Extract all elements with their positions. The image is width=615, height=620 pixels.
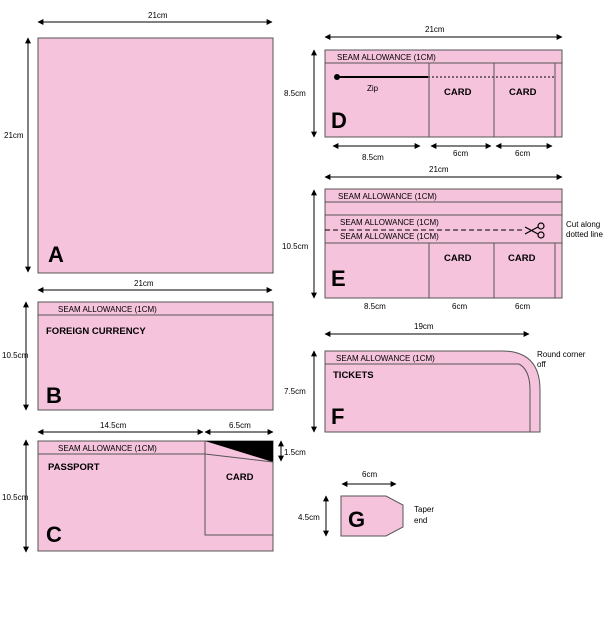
e-card-label-2: CARD [508, 253, 536, 264]
piece-c-letter: C [46, 522, 62, 547]
g-width-label: 6cm [362, 470, 378, 479]
c-height-label: 10.5cm [2, 493, 29, 502]
piece-f-letter: F [331, 404, 345, 429]
e-seam-label-1: SEAM ALLOWANCE (1CM) [338, 192, 437, 201]
piece-d [284, 25, 562, 162]
b-width-label: 21cm [134, 279, 154, 288]
c-right-width-label: 6.5cm [229, 421, 251, 430]
d-seg3-label: 6cm [515, 149, 531, 158]
e-seg3-label: 6cm [515, 302, 531, 311]
d-seam-label: SEAM ALLOWANCE (1CM) [337, 53, 436, 62]
f-height-label: 7.5cm [284, 387, 306, 396]
e-width-label: 21cm [429, 165, 449, 174]
c-seam-label: SEAM ALLOWANCE (1CM) [58, 444, 157, 453]
d-card-label-2: CARD [509, 87, 537, 98]
piece-b [2, 279, 273, 410]
zip-pull-icon [334, 74, 340, 80]
d-card-label-1: CARD [444, 87, 472, 98]
c-left-width-label: 14.5cm [100, 421, 127, 430]
piece-g [298, 470, 434, 536]
d-seg1-label: 8.5cm [362, 153, 384, 162]
piece-a-letter: A [48, 242, 64, 267]
g-height-label: 4.5cm [298, 513, 320, 522]
a-width-label: 21cm [148, 11, 168, 20]
piece-f [284, 322, 586, 432]
e-cut-note-line1: Cut along [566, 220, 601, 229]
c-card-label: CARD [226, 472, 254, 483]
b-foreign-currency-label: FOREIGN CURRENCY [46, 326, 146, 337]
f-seam-label: SEAM ALLOWANCE (1CM) [336, 354, 435, 363]
e-seg2-label: 6cm [452, 302, 468, 311]
piece-d-letter: D [331, 108, 347, 133]
e-cut-note-line2: dotted line [566, 230, 603, 239]
piece-a-panel [38, 38, 273, 273]
d-zip-label: Zip [367, 84, 379, 93]
piece-b-letter: B [46, 383, 62, 408]
piece-f-panel [325, 351, 540, 432]
d-height-label: 8.5cm [284, 89, 306, 98]
b-height-label: 10.5cm [2, 351, 29, 360]
f-width-label: 19cm [414, 322, 434, 331]
e-card-label-1: CARD [444, 253, 472, 264]
g-taper-note-line1: Taper [414, 505, 435, 514]
e-height-label: 10.5cm [282, 242, 309, 251]
g-taper-note-line2: end [414, 516, 428, 525]
a-height-label: 21cm [4, 131, 24, 140]
f-tickets-label: TICKETS [333, 370, 374, 381]
d-width-label: 21cm [425, 25, 445, 34]
piece-c [2, 421, 306, 552]
d-seg2-label: 6cm [453, 149, 469, 158]
e-seg1-label: 8.5cm [364, 302, 386, 311]
piece-g-letter: G [348, 507, 366, 532]
f-round-note-line1: Round corner [537, 350, 586, 359]
c-taper-label: 1.5cm [284, 448, 306, 457]
f-round-note-line2: off [537, 360, 546, 369]
piece-e [282, 165, 603, 311]
piece-a [4, 11, 273, 273]
b-seam-label: SEAM ALLOWANCE (1CM) [58, 305, 157, 314]
c-passport-label: PASSPORT [48, 462, 100, 473]
e-seam-label-3: SEAM ALLOWANCE (1CM) [340, 232, 439, 241]
piece-b-panel [38, 302, 273, 410]
e-seam-label-2: SEAM ALLOWANCE (1CM) [340, 218, 439, 227]
piece-e-letter: E [331, 266, 346, 291]
